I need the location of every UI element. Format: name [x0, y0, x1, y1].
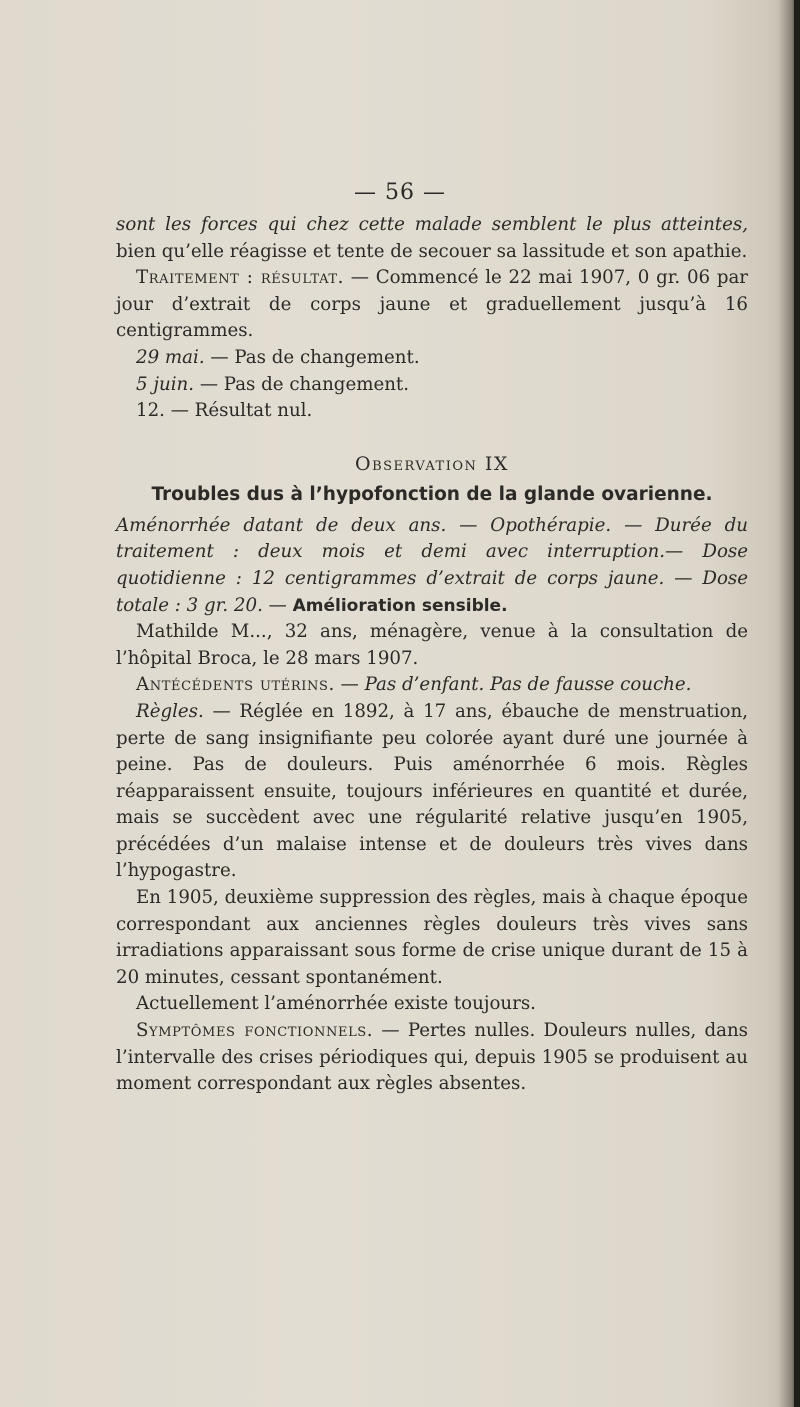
- observation-heading: Observation IX: [355, 452, 509, 475]
- text: En 1905, deuxième suppression des règles, mais à chaque époque correspondant aux anciennes règles douleurs très vives sans irradiations apparaissant sous forme de crise unique durant de 15 à 20 minutes, cessant spontanément.: [116, 887, 748, 988]
- paragraph-continuation: [116, 212, 748, 265]
- paragraph-treatment: [116, 265, 748, 345]
- section-label: Antécédents utérins.: [136, 674, 335, 696]
- date: 29 mai.: [136, 346, 205, 368]
- text: — Pas de changement.: [194, 373, 410, 395]
- body-text: [116, 212, 748, 1098]
- italic-text: Aménorrhée datant de deux ans. — Opothérapie. — Durée du traitement : deux mois et demi avec interruption.— Dose quotidienne : 12 centigrammes d’extrait de corps jaune. — Dose totale : 3 gr. 20.: [116, 514, 748, 616]
- book-spine-edge: [794, 0, 800, 1407]
- section-label: Symptômes fonctionnels.: [136, 1020, 374, 1042]
- italic-label: Règles.: [136, 700, 204, 722]
- text: — Pertes nulles. Douleurs nulles, dans l’intervalle des crises périodiques qui, depuis 1905 se produisent au moment correspondant aux règles absentes.: [116, 1020, 748, 1095]
- paragraph-antecedents: [116, 672, 748, 699]
- paragraph-date-entry: [116, 372, 748, 399]
- text: —: [334, 674, 365, 696]
- text: — Pas de changement.: [204, 346, 420, 368]
- date: 5 juin.: [136, 373, 195, 395]
- spacer: [116, 425, 748, 435]
- paragraph-1905: [116, 885, 748, 991]
- paragraph-patient: [116, 619, 748, 672]
- observation-title: Troubles dus à l’hypofonction de la glande ovarienne.: [151, 483, 713, 505]
- italic-text: Pas d’enfant. Pas de fausse couche.: [364, 674, 692, 696]
- bold-text: Amélioration sensible.: [292, 595, 508, 616]
- observation-summary: [116, 513, 748, 619]
- paragraph-current: [116, 991, 748, 1018]
- text: —: [262, 594, 293, 616]
- page-number: — 56 —: [354, 180, 446, 205]
- section-label: Traitement : résultat.: [136, 267, 345, 289]
- paragraph-result: [116, 398, 748, 425]
- italic-text: sont les forces qui chez cette malade semblent le plus atteintes,: [116, 214, 748, 235]
- paragraph-regles: [116, 699, 748, 885]
- text: Actuellement l’aménorrhée existe toujours.: [136, 993, 536, 1015]
- text: 12. — Résultat nul.: [136, 400, 313, 422]
- paragraph-symptoms: [116, 1018, 748, 1098]
- text: — Réglée en 1892, à 17 ans, ébauche de menstruation, perte de sang insignifiante peu colorée ayant duré une journée à peine. Pas de douleurs. Puis aménorrhée 6 mois. Règles réapparaissent ensuite, toujours inférieures en quantité et durée, mais se succèdent avec une régularité relative jusqu’en 1905, précédées d’un malaise intense et de douleurs très vives dans l’hypogastre.: [116, 700, 748, 882]
- paragraph-date-entry: [116, 345, 748, 372]
- text: Mathilde M..., 32 ans, ménagère, venue à la consultation de l’hôpital Broca, le 28 mars 1907.: [116, 621, 748, 669]
- text: bien qu’elle réagisse et tente de secouer sa lassitude et son apathie.: [116, 240, 748, 262]
- text: — Commencé le 22 mai 1907, 0 gr. 06 par jour d’extrait de corps jaune et graduellement jusqu’à 16 centigrammes.: [116, 267, 748, 342]
